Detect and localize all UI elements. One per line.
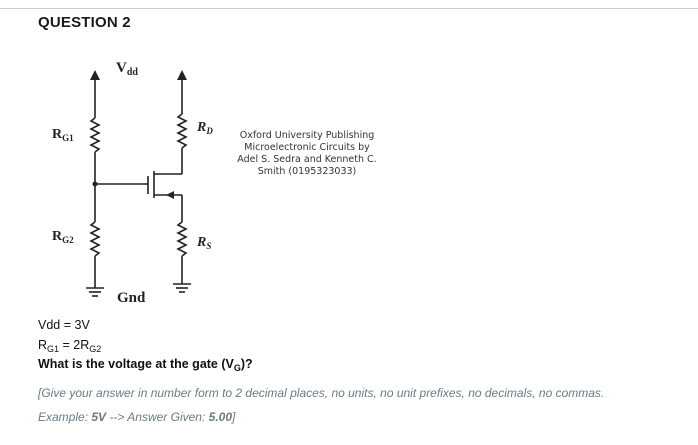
question-prompt: What is the voltage at the gate $(V_G)$? [38, 357, 253, 373]
credit-line-1: Oxford University Publishing [239, 130, 375, 141]
left-supply-arrow [90, 70, 100, 80]
right-supply-arrow [177, 70, 187, 80]
credit-line-2: Microelectronic Circuits by [244, 142, 370, 153]
credit-line-4: Smith (0195323033) [257, 166, 357, 177]
source-arrow [166, 191, 174, 199]
rg1-resistor [91, 118, 99, 152]
rd-resistor [178, 114, 186, 148]
rs-label: $R_S$ [197, 235, 212, 251]
figure-credit [232, 130, 382, 178]
given-resistor-ratio: $R_{G1} = 2R_{G2}$ [38, 338, 102, 354]
vdd-label: $V_{dd}$ [116, 60, 138, 78]
gate-node [93, 182, 98, 187]
rs-resistor [178, 222, 186, 256]
rg2-label: $R_{G2}$ [52, 229, 74, 245]
question-title: QUESTION 2 [38, 14, 131, 31]
answer-example: Example: 5V --> Answer Given: 5.00] [38, 410, 236, 424]
credit-line-3: Adel S. Sedra and Kenneth C. [237, 154, 377, 165]
given-vdd: Vdd = 3V [38, 318, 90, 332]
rg2-resistor [91, 222, 99, 256]
rg1-label: $R_{G1}$ [52, 127, 74, 143]
answer-format-hint: [Give your answer in number form to 2 decimal places, no units, no unit prefixes, no decimals, no commas. [38, 386, 605, 400]
rd-label: $R_D$ [197, 120, 213, 136]
gnd-label: Gnd [117, 290, 146, 306]
